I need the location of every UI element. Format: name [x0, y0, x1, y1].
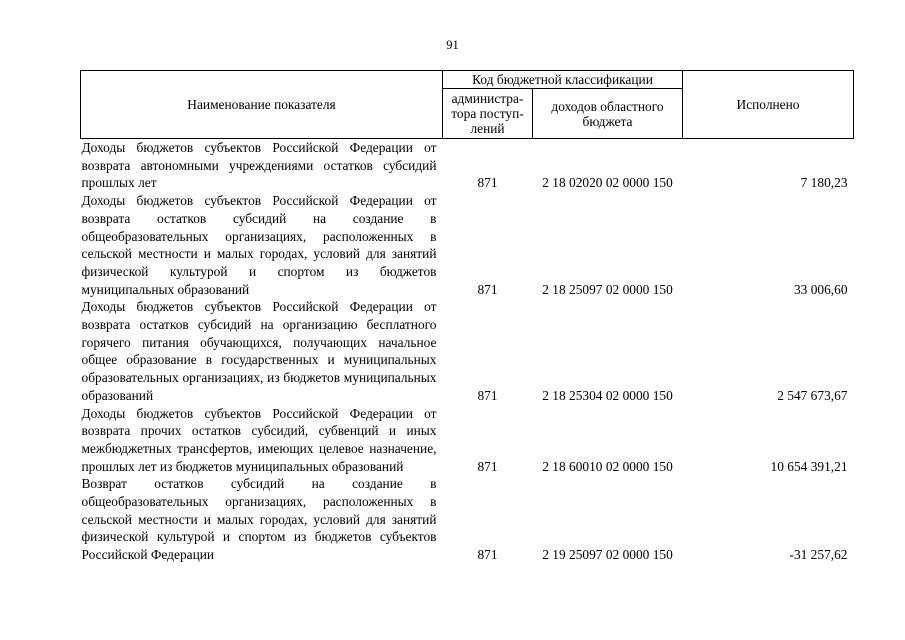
- row-executed-cell: -31 257,62: [789, 547, 848, 563]
- table-header: [81, 71, 854, 139]
- row-name-cell: Доходы бюджетов субъектов Российской Федерации от возврата прочих остатков субсидий, субвенций и иных межбюджетных трансфертов, имеющих целевое назначение, прошлых лет из бюджетов муниципальных образований: [81, 405, 437, 474]
- table-row: [81, 298, 854, 404]
- header-admin-column: [443, 89, 533, 139]
- row-name-cell: Доходы бюджетов субъектов Российской Федерации от возврата остатков субсидий на организацию бесплатного горячего питания обучающихся, получающих начальное общее образование в государственных и муниципальных образовательных организациях, из бюджетов муниципальных образований: [81, 299, 437, 403]
- row-executed-cell: 10 654 391,21: [770, 458, 848, 474]
- row-executed-cell: 33 006,60: [793, 281, 848, 297]
- row-admin-code-cell: 871: [477, 458, 498, 474]
- row-executed-cell: 7 180,23: [800, 175, 848, 191]
- row-budget-code-cell: 2 18 25097 02 0000 150: [542, 281, 673, 297]
- table-row: [81, 405, 854, 476]
- row-admin-code-cell: 871: [477, 547, 498, 563]
- header-budget-code-group: Код бюджетной классификации: [443, 71, 683, 89]
- page-number: 91: [446, 38, 459, 52]
- row-name-cell: Доходы бюджетов субъектов Российской Федерации от возврата остатков субсидий на создание в общеобразовательных организациях, расположенных в сельской местности и малых городах, условий для занятий физической культурой и спортом из бюджетов муниципальных образований: [81, 193, 437, 297]
- header-admin-label: администра- тора поступ- лений: [451, 91, 524, 136]
- budget-report-table: [80, 70, 854, 564]
- header-executed-column: Исполнено: [683, 71, 854, 139]
- row-budget-code-cell: 2 18 25304 02 0000 150: [542, 387, 673, 403]
- table-row: [81, 192, 854, 298]
- table-row: [81, 139, 854, 193]
- row-admin-code-cell: 871: [477, 387, 498, 403]
- row-executed-cell: 2 547 673,67: [777, 387, 848, 403]
- row-budget-code-cell: 2 19 25097 02 0000 150: [542, 547, 673, 563]
- row-name-cell: Возврат остатков субсидий на создание в общеобразовательных организациях, расположенных в сельской местности и малых городах, условий для занятий физической культурой и спортом из бюджетов субъектов Российской Федерации: [81, 476, 437, 563]
- header-name-column: Наименование показателя: [81, 71, 443, 139]
- header-income-label: доходов областного бюджета: [551, 98, 664, 129]
- row-budget-code-cell: 2 18 60010 02 0000 150: [542, 458, 673, 474]
- row-admin-code-cell: 871: [477, 281, 498, 297]
- row-budget-code-cell: 2 18 02020 02 0000 150: [542, 175, 673, 191]
- header-income-column: [533, 89, 683, 139]
- row-admin-code-cell: 871: [477, 175, 498, 191]
- table-body: [81, 139, 854, 564]
- row-name-cell: Доходы бюджетов субъектов Российской Федерации от возврата автономными учреждениями остатков субсидий прошлых лет: [81, 140, 437, 191]
- table-row: [81, 475, 854, 564]
